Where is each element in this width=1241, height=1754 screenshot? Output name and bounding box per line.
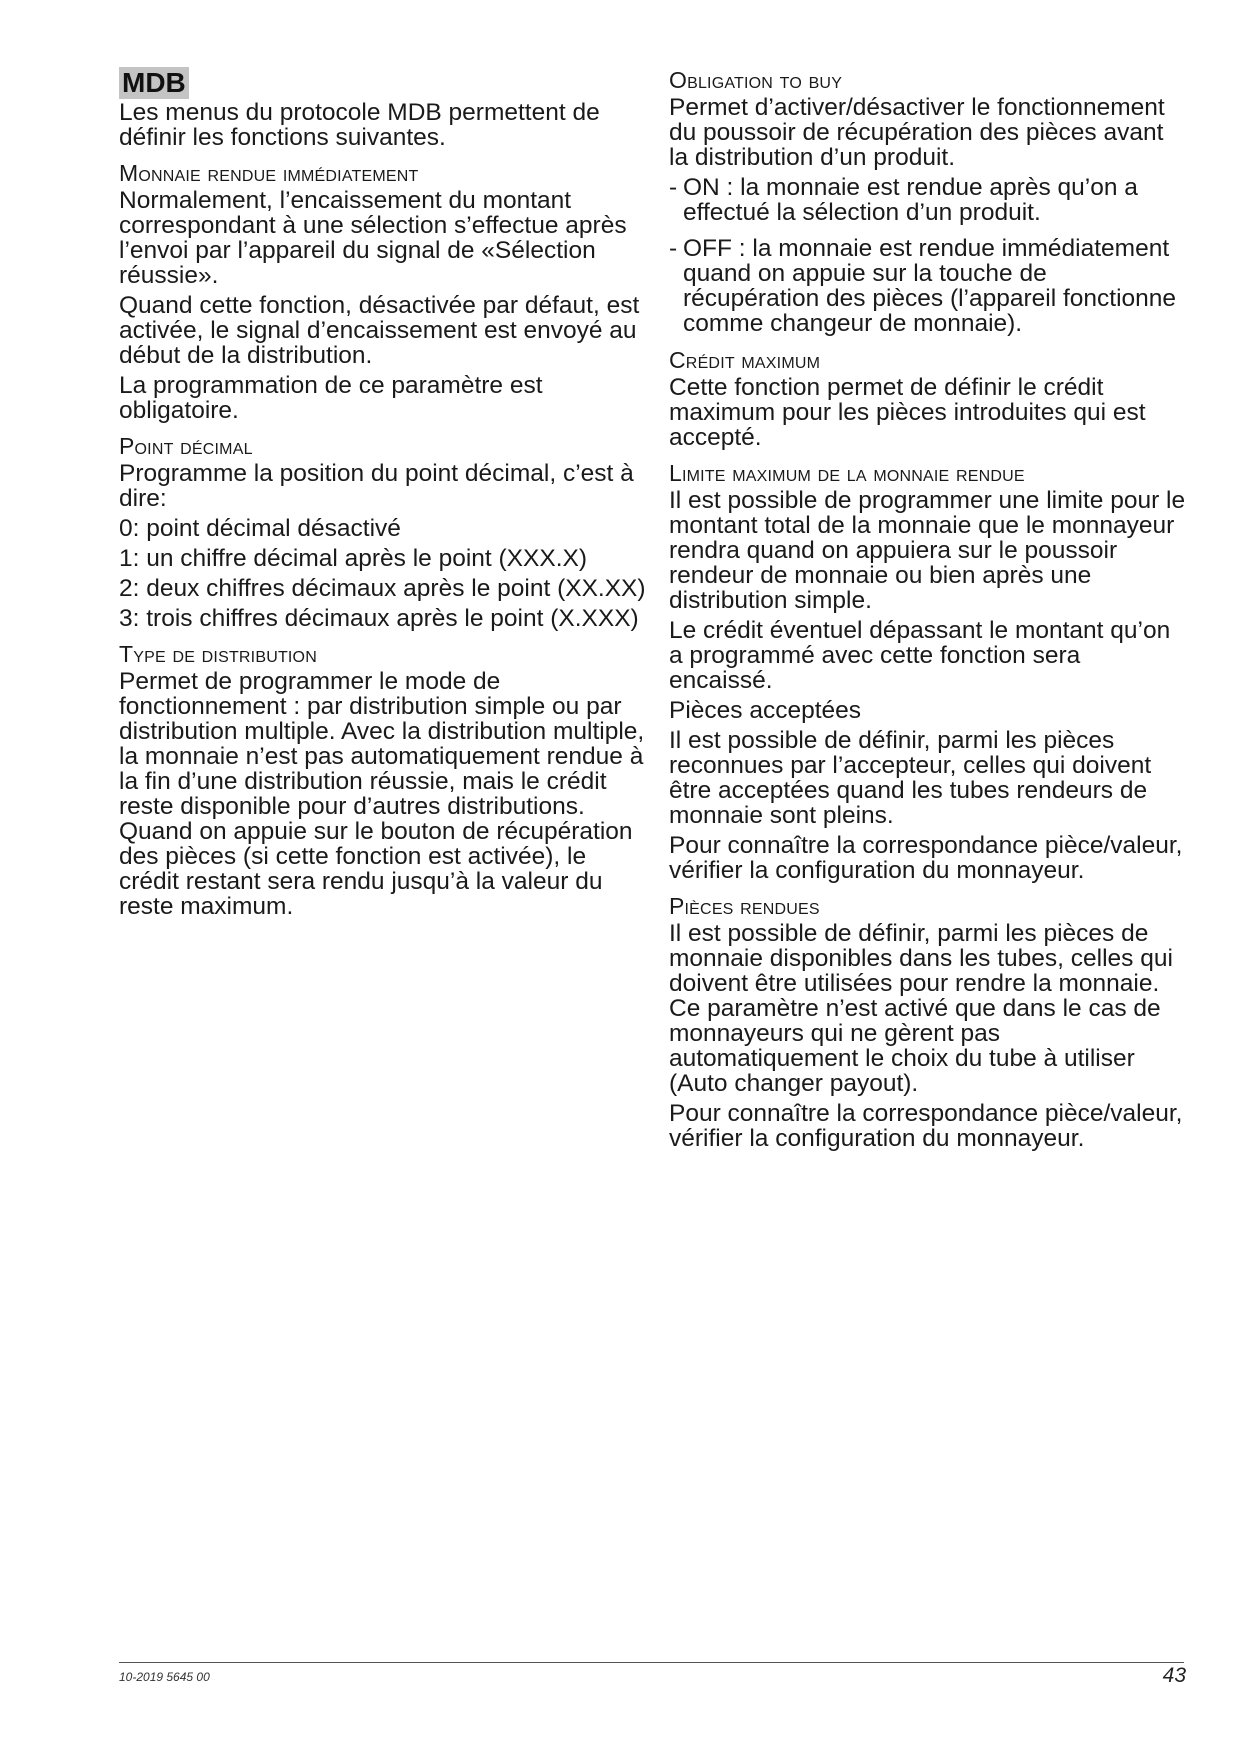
heading-credit-maximum: Crédit maximum <box>669 347 821 373</box>
page-number: 43 <box>1162 1664 1186 1687</box>
paragraph: Normalement, l’encaissement du montant correspondant à une sélection s’effectue après l’envoi par l’appareil du signal de «Sélection réussie». <box>119 187 627 289</box>
paragraph: 3: trois chiffres décimaux après le point (X.XXX) <box>119 605 639 632</box>
paragraph: Le crédit éventuel dépassant le montant qu’on a programmé avec cette fonction sera encaissé. <box>669 617 1171 694</box>
right-column <box>669 67 1189 1156</box>
paragraph: 1: un chiffre décimal après le point (XXX.X) <box>119 545 588 572</box>
paragraph: Permet de programmer le mode de fonctionnement : par distribution simple ou par distribution multiple. Avec la distribution multiple, la monnaie n’est pas automatiquement rendue à la fin d’une distribution réussie, mais le crédit reste disponible pour d’autres distributions. Quand on appuie sur le bouton de récupération des pièces (si cette fonction est activée), le crédit restant sera rendu jusqu’à la valeur du reste maximum. <box>119 668 645 920</box>
paragraph: Pour connaître la correspondance pièce/valeur, vérifier la configuration du monnayeur. <box>669 1100 1183 1152</box>
heading-type-distribution: Type de distribution <box>119 641 317 667</box>
paragraph: Pour connaître la correspondance pièce/valeur, vérifier la configuration du monnayeur. <box>669 832 1183 884</box>
document-code: 10-2019 5645 00 <box>119 1670 210 1684</box>
left-column <box>119 67 649 924</box>
paragraph: Programme la position du point décimal, c’est à dire: <box>119 460 634 512</box>
paragraph: Cette fonction permet de définir le crédit maximum pour les pièces introduites qui est accepté. <box>669 374 1146 451</box>
intro-paragraph: Les menus du protocole MDB permettent de définir les fonctions suivantes. <box>119 99 600 151</box>
paragraph: Pièces acceptées <box>669 697 862 724</box>
paragraph: Il est possible de définir, parmi les pièces de monnaie disponibles dans les tubes, celles qui doivent être utilisées pour rendre la monnaie. Ce paramètre n’est activé que dans le cas de monnayeurs qui ne gèrent pas automatiquement le choix du tube à utiliser (Auto changer payout). <box>669 920 1173 1097</box>
paragraph: 2: deux chiffres décimaux après le point (XX.XX) <box>119 575 646 602</box>
heading-monnaie-rendue: Monnaie rendue immédiatement <box>119 160 419 186</box>
heading-point-decimal: Point décimal <box>119 433 253 459</box>
paragraph: Permet d’activer/désactiver le fonctionnement du poussoir de récupération des pièces avant la distribution d’un produit. <box>669 94 1165 171</box>
heading-pieces-rendues: Pièces rendues <box>669 893 820 919</box>
heading-limite-maximum: Limite maximum de la monnaie rendue <box>669 460 1025 486</box>
paragraph: La programmation de ce paramètre est obligatoire. <box>119 372 543 424</box>
option-list <box>669 175 1189 336</box>
heading-obligation-to-buy: Obligation to buy <box>669 67 843 93</box>
paragraph: 0: point décimal désactivé <box>119 515 401 542</box>
section-title-mdb: MDB <box>119 67 189 99</box>
paragraph: Il est possible de programmer une limite pour le montant total de la monnaie que le monnayeur rendra quand on appuiera sur le poussoir rendeur de monnaie ou bien après une distribution simple. <box>669 487 1186 614</box>
paragraph: Il est possible de définir, parmi les pièces reconnues par l’accepteur, celles qui doivent être acceptées quand les tubes rendeurs de monnaie sont pleins. <box>669 727 1152 829</box>
list-item: - ON : la monnaie est rendue après qu’on a effectué la sélection d’un produit. <box>669 175 1189 225</box>
list-item: - OFF : la monnaie est rendue immédiatement quand on appuie sur la touche de récupération des pièces (l’appareil fonctionne comme changeur de monnaie). <box>669 236 1189 336</box>
footer-divider <box>119 1662 1184 1663</box>
paragraph: Quand cette fonction, désactivée par défaut, est activée, le signal d’encaissement est envoyé au début de la distribution. <box>119 292 640 369</box>
